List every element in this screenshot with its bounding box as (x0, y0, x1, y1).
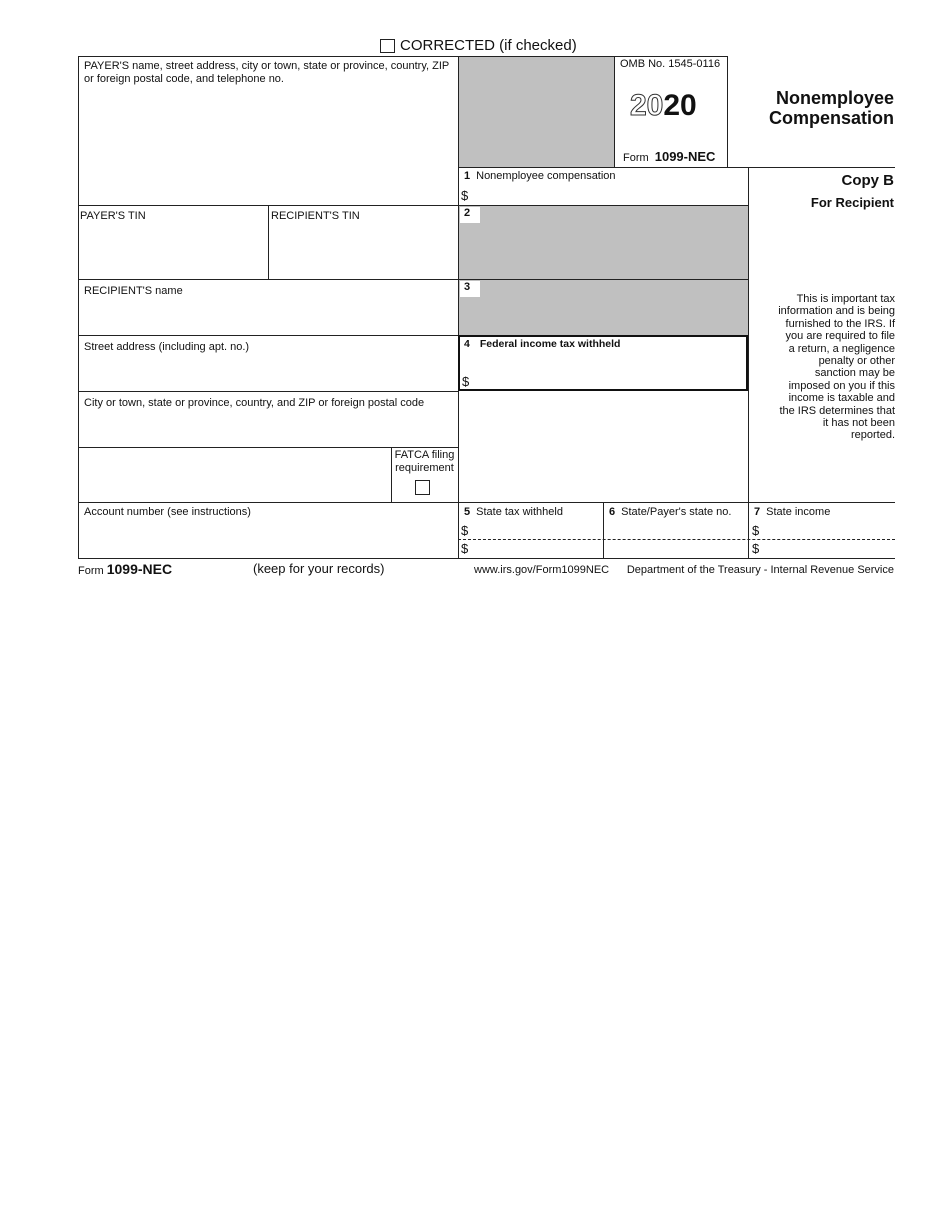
footer-form-id (78, 561, 172, 577)
tin-divider (268, 205, 269, 279)
box6-text: State/Payer's state no. (621, 506, 732, 518)
fatca-checkbox[interactable] (415, 480, 430, 495)
footer-dept: Department of the Treasury - Internal Revenue Service (626, 564, 894, 576)
box1-dollar: $ (461, 188, 469, 203)
omb-form-word: Form (623, 152, 649, 164)
copy-subtitle: For Recipient (810, 195, 894, 210)
payer-name-label: PAYER'S name, street address, city or town, state or province, country, ZIP or foreign postal code, and telephone no. (84, 60, 450, 85)
recipient-name-input[interactable] (84, 308, 452, 326)
left-border (78, 56, 79, 558)
street-input[interactable] (84, 364, 452, 382)
omb-left-divider (614, 56, 615, 167)
box2-number: 2 (460, 207, 480, 223)
box4-text: Federal income tax withheld (479, 338, 621, 350)
box5-dollar-1: $ (461, 523, 469, 538)
fatca-top (78, 447, 458, 448)
omb-form-number: 1099-NEC (654, 149, 716, 164)
box4-number: 4 (464, 338, 470, 350)
payer-tin-label: PAYER'S TIN (80, 210, 146, 222)
tax-year (630, 88, 697, 124)
important-notice: This is important tax information and is being furnished to the IRS. If you are required to file a return, a negligence penalty or other sanction may be imposed on you if this income is taxable and the IRS determines that it has not been reported. (778, 293, 895, 442)
tax-year-outline: 20 (630, 89, 664, 122)
recipient-tin-label: RECIPIENT'S TIN (271, 210, 360, 222)
street-label: Street address (including apt. no.) (84, 341, 250, 353)
street-top (78, 335, 458, 336)
box5-input-2[interactable] (472, 541, 598, 556)
form-title-line1: Nonemployee (775, 88, 894, 108)
payer-name-input[interactable] (84, 100, 452, 160)
footer-url: www.irs.gov/Form1099NEC (474, 564, 610, 576)
city-input[interactable] (84, 420, 452, 438)
box7-text: State income (766, 506, 831, 518)
box6-label (609, 506, 731, 519)
box1-number: 1 (464, 170, 471, 182)
box4-input[interactable] (473, 372, 741, 388)
city-label: City or town, state or province, country, and ZIP or foreign postal code (84, 397, 425, 409)
box5-number: 5 (464, 506, 471, 518)
footer-form-number: 1099-NEC (106, 561, 173, 577)
box1-label (464, 170, 616, 183)
corrected-checkbox[interactable] (380, 39, 395, 53)
account-top (78, 502, 895, 503)
recipient-name-label: RECIPIENT'S name (84, 285, 183, 297)
fatca-label: FATCA filing requirement (394, 449, 455, 474)
box5-dollar-2: $ (461, 541, 469, 556)
box1-input[interactable] (472, 188, 742, 204)
box3-gray-area (459, 280, 748, 335)
box2-gray-area (459, 206, 748, 279)
recipient-tin-input[interactable] (274, 235, 454, 253)
footer-form-word: Form (78, 565, 104, 577)
omb-right-divider (727, 56, 728, 167)
box5-text: State tax withheld (476, 506, 563, 518)
form-title-line2: Compensation (768, 108, 894, 128)
omb-form-label (623, 149, 715, 164)
box7-number: 7 (754, 506, 761, 518)
city-top (78, 391, 458, 392)
box3-number: 3 (460, 281, 480, 297)
box5-label (464, 506, 563, 519)
box7-label (754, 506, 830, 519)
box4-dollar: $ (462, 374, 470, 389)
fatca-divider (391, 447, 392, 502)
bottom-border (78, 558, 895, 559)
box6-left (603, 502, 604, 558)
omb-gray-area (459, 57, 614, 167)
state-row-dash (458, 539, 895, 540)
box1-text: Nonemployee compensation (476, 170, 616, 182)
box6-number: 6 (609, 506, 616, 518)
tax-year-bold: 20 (663, 89, 697, 122)
top-border (78, 56, 728, 57)
box6-input-1[interactable] (609, 523, 743, 538)
account-input[interactable] (84, 528, 452, 546)
box5-input-1[interactable] (472, 523, 598, 538)
box7-dollar-1: $ (752, 523, 760, 538)
box1-top (458, 167, 895, 168)
box4-label (464, 338, 620, 351)
omb-number: OMB No. 1545-0116 (620, 58, 721, 70)
payer-tin-input[interactable] (84, 235, 264, 253)
box7-input-1[interactable] (763, 523, 891, 538)
right-column-divider (748, 167, 749, 558)
box6-input-2[interactable] (609, 541, 743, 556)
corrected-label: CORRECTED (if checked) (400, 37, 577, 54)
footer-keep: (keep for your records) (253, 561, 385, 576)
box7-input-2[interactable] (763, 541, 891, 556)
account-label: Account number (see instructions) (84, 506, 251, 518)
box7-dollar-2: $ (752, 541, 760, 556)
copy-title: Copy B (841, 172, 894, 189)
